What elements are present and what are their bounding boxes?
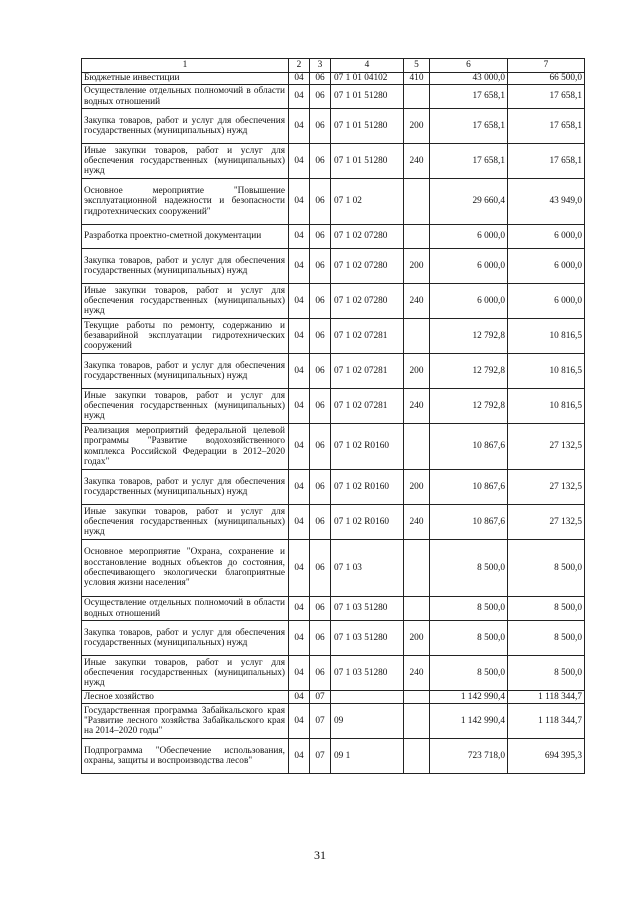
cell-name: Закупка товаров, работ и услуг для обеспечения государственных (муниципальных) нужд — [82, 109, 289, 144]
cell-section: 04 — [289, 225, 310, 249]
cell-name: Осуществление отдельных полномочий в области водных отношений — [82, 85, 289, 109]
cell-name: Иные закупки товаров, работ и услуг для обеспечения государственных (муниципальных) нужд — [82, 389, 289, 424]
cell-amount-year-2: 10 816,5 — [508, 354, 585, 389]
cell-section: 04 — [289, 73, 310, 85]
cell-target-code: 07 1 01 04102 — [331, 73, 404, 85]
cell-amount-year-2: 17 658,1 — [508, 85, 585, 109]
cell-amount-year-1: 723 718,0 — [430, 739, 508, 774]
table-row — [82, 505, 585, 540]
cell-subsection: 06 — [310, 540, 331, 597]
cell-expense-type — [404, 597, 430, 621]
cell-amount-year-2: 1 118 344,7 — [508, 704, 585, 739]
cell-name: Государственная программа Забайкальского края "Развитие лесного хозяйства Забайкальского края на 2014–2020 годы" — [82, 704, 289, 739]
table-row — [82, 597, 585, 621]
cell-section: 04 — [289, 85, 310, 109]
header-col-6: 6 — [430, 59, 508, 73]
cell-section: 04 — [289, 505, 310, 540]
header-col-7: 7 — [508, 59, 585, 73]
table-row — [82, 704, 585, 739]
cell-name: Разработка проектно-сметной документации — [82, 225, 289, 249]
table-row — [82, 225, 585, 249]
table-row — [82, 179, 585, 225]
cell-expense-type: 200 — [404, 621, 430, 656]
cell-target-code: 07 1 01 51280 — [331, 85, 404, 109]
cell-amount-year-2: 10 816,5 — [508, 389, 585, 424]
cell-target-code: 07 1 03 51280 — [331, 621, 404, 656]
cell-amount-year-1: 43 000,0 — [430, 73, 508, 85]
table-row — [82, 85, 585, 109]
cell-amount-year-2: 10 816,5 — [508, 319, 585, 354]
cell-name: Иные закупки товаров, работ и услуг для обеспечения государственных (муниципальных) нужд — [82, 505, 289, 540]
cell-subsection: 06 — [310, 73, 331, 85]
cell-section: 04 — [289, 284, 310, 319]
cell-section: 04 — [289, 540, 310, 597]
cell-name: Текущие работы по ремонту, содержанию и безаварийной эксплуатации гидротехнических сооружений — [82, 319, 289, 354]
cell-name: Лесное хозяйство — [82, 691, 289, 704]
cell-name: Иные закупки товаров, работ и услуг для обеспечения государственных (муниципальных) нужд — [82, 284, 289, 319]
cell-amount-year-2: 27 132,5 — [508, 424, 585, 470]
table-row — [82, 284, 585, 319]
cell-expense-type: 240 — [404, 656, 430, 691]
cell-subsection: 06 — [310, 144, 331, 179]
table-row — [82, 424, 585, 470]
cell-target-code: 07 1 02 07280 — [331, 249, 404, 284]
cell-expense-type: 240 — [404, 284, 430, 319]
cell-amount-year-1: 6 000,0 — [430, 284, 508, 319]
cell-amount-year-2: 6 000,0 — [508, 284, 585, 319]
cell-amount-year-1: 8 500,0 — [430, 597, 508, 621]
cell-name: Реализация мероприятий федеральной целевой программы "Развитие водохозяйственного комплекса Российской Федерации в 2012–2020 годах" — [82, 424, 289, 470]
table-header-row — [82, 59, 585, 73]
cell-subsection: 06 — [310, 424, 331, 470]
cell-amount-year-1: 8 500,0 — [430, 540, 508, 597]
cell-target-code: 07 1 03 51280 — [331, 597, 404, 621]
cell-section: 04 — [289, 691, 310, 704]
cell-section: 04 — [289, 424, 310, 470]
cell-target-code: 07 1 02 R0160 — [331, 424, 404, 470]
cell-amount-year-2: 27 132,5 — [508, 470, 585, 505]
cell-expense-type: 410 — [404, 73, 430, 85]
cell-section: 04 — [289, 739, 310, 774]
cell-amount-year-2: 17 658,1 — [508, 109, 585, 144]
cell-expense-type — [404, 225, 430, 249]
table-row — [82, 739, 585, 774]
cell-amount-year-1: 1 142 990,4 — [430, 704, 508, 739]
cell-subsection: 07 — [310, 704, 331, 739]
cell-amount-year-2: 27 132,5 — [508, 505, 585, 540]
document-page — [81, 58, 584, 774]
cell-target-code: 07 1 02 07281 — [331, 319, 404, 354]
cell-target-code: 09 — [331, 704, 404, 739]
cell-section: 04 — [289, 470, 310, 505]
cell-target-code: 07 1 01 51280 — [331, 144, 404, 179]
cell-amount-year-1: 10 867,6 — [430, 505, 508, 540]
table-body — [82, 73, 585, 774]
cell-amount-year-1: 17 658,1 — [430, 109, 508, 144]
cell-section: 04 — [289, 597, 310, 621]
cell-expense-type — [404, 85, 430, 109]
cell-name: Основное мероприятие "Охрана, сохранение и восстановление водных объектов до состояния, обеспечивающего экологически благоприятные условия жизни населения" — [82, 540, 289, 597]
cell-amount-year-2: 694 395,3 — [508, 739, 585, 774]
cell-amount-year-1: 6 000,0 — [430, 249, 508, 284]
cell-expense-type: 200 — [404, 249, 430, 284]
cell-amount-year-1: 1 142 990,4 — [430, 691, 508, 704]
cell-subsection: 06 — [310, 470, 331, 505]
cell-target-code: 07 1 02 07281 — [331, 389, 404, 424]
budget-table — [81, 58, 585, 774]
cell-subsection: 07 — [310, 739, 331, 774]
cell-section: 04 — [289, 249, 310, 284]
cell-amount-year-2: 8 500,0 — [508, 656, 585, 691]
cell-expense-type — [404, 691, 430, 704]
cell-section: 04 — [289, 319, 310, 354]
table-row — [82, 540, 585, 597]
cell-expense-type: 240 — [404, 144, 430, 179]
cell-amount-year-1: 8 500,0 — [430, 656, 508, 691]
cell-target-code: 07 1 01 51280 — [331, 109, 404, 144]
cell-amount-year-2: 43 949,0 — [508, 179, 585, 225]
cell-subsection: 06 — [310, 656, 331, 691]
cell-name: Основное мероприятие "Повышение эксплуатационной надежности и безопасности гидротехнических сооружений" — [82, 179, 289, 225]
page-number: 31 — [314, 848, 326, 862]
cell-section: 04 — [289, 704, 310, 739]
cell-target-code: 07 1 02 07280 — [331, 284, 404, 319]
cell-amount-year-2: 66 500,0 — [508, 73, 585, 85]
cell-name: Закупка товаров, работ и услуг для обеспечения государственных (муниципальных) нужд — [82, 354, 289, 389]
cell-expense-type: 240 — [404, 505, 430, 540]
table-row — [82, 249, 585, 284]
cell-name: Закупка товаров, работ и услуг для обеспечения государственных (муниципальных) нужд — [82, 470, 289, 505]
cell-subsection: 06 — [310, 109, 331, 144]
cell-expense-type: 200 — [404, 109, 430, 144]
table-row — [82, 470, 585, 505]
table-row — [82, 144, 585, 179]
cell-name: Бюджетные инвестиции — [82, 73, 289, 85]
table-row — [82, 354, 585, 389]
cell-expense-type: 240 — [404, 389, 430, 424]
cell-name: Иные закупки товаров, работ и услуг для обеспечения государственных (муниципальных) нужд — [82, 656, 289, 691]
cell-amount-year-1: 17 658,1 — [430, 85, 508, 109]
cell-name: Подпрограмма "Обеспечение использования, охраны, защиты и воспроизводства лесов" — [82, 739, 289, 774]
cell-subsection: 06 — [310, 597, 331, 621]
header-col-2: 2 — [289, 59, 310, 73]
cell-subsection: 06 — [310, 621, 331, 656]
cell-expense-type — [404, 540, 430, 597]
cell-amount-year-2: 8 500,0 — [508, 540, 585, 597]
cell-amount-year-1: 17 658,1 — [430, 144, 508, 179]
cell-expense-type — [404, 704, 430, 739]
cell-section: 04 — [289, 354, 310, 389]
cell-expense-type — [404, 179, 430, 225]
cell-amount-year-2: 8 500,0 — [508, 597, 585, 621]
cell-target-code: 09 1 — [331, 739, 404, 774]
table-row — [82, 691, 585, 704]
cell-section: 04 — [289, 109, 310, 144]
cell-amount-year-1: 6 000,0 — [430, 225, 508, 249]
cell-amount-year-1: 8 500,0 — [430, 621, 508, 656]
cell-amount-year-2: 8 500,0 — [508, 621, 585, 656]
cell-subsection: 06 — [310, 284, 331, 319]
table-row — [82, 621, 585, 656]
cell-subsection: 06 — [310, 505, 331, 540]
table-row — [82, 656, 585, 691]
cell-subsection: 06 — [310, 354, 331, 389]
cell-target-code: 07 1 02 — [331, 179, 404, 225]
cell-name: Осуществление отдельных полномочий в области водных отношений — [82, 597, 289, 621]
header-col-1: 1 — [82, 59, 289, 73]
cell-expense-type — [404, 319, 430, 354]
cell-subsection: 06 — [310, 179, 331, 225]
header-col-4: 4 — [331, 59, 404, 73]
cell-section: 04 — [289, 656, 310, 691]
cell-expense-type: 200 — [404, 354, 430, 389]
cell-name: Иные закупки товаров, работ и услуг для обеспечения государственных (муниципальных) нужд — [82, 144, 289, 179]
cell-subsection: 06 — [310, 225, 331, 249]
cell-subsection: 06 — [310, 389, 331, 424]
cell-amount-year-2: 1 118 344,7 — [508, 691, 585, 704]
cell-section: 04 — [289, 179, 310, 225]
table-row — [82, 109, 585, 144]
table-row — [82, 73, 585, 85]
cell-expense-type — [404, 739, 430, 774]
cell-expense-type — [404, 424, 430, 470]
cell-target-code — [331, 691, 404, 704]
cell-target-code: 07 1 02 R0160 — [331, 505, 404, 540]
cell-subsection: 07 — [310, 691, 331, 704]
cell-amount-year-1: 12 792,8 — [430, 389, 508, 424]
table-row — [82, 389, 585, 424]
cell-target-code: 07 1 02 R0160 — [331, 470, 404, 505]
cell-subsection: 06 — [310, 85, 331, 109]
cell-amount-year-1: 10 867,6 — [430, 424, 508, 470]
cell-amount-year-1: 29 660,4 — [430, 179, 508, 225]
header-col-5: 5 — [404, 59, 430, 73]
cell-subsection: 06 — [310, 319, 331, 354]
cell-amount-year-2: 17 658,1 — [508, 144, 585, 179]
cell-subsection: 06 — [310, 249, 331, 284]
header-col-3: 3 — [310, 59, 331, 73]
cell-name: Закупка товаров, работ и услуг для обеспечения государственных (муниципальных) нужд — [82, 249, 289, 284]
cell-section: 04 — [289, 621, 310, 656]
cell-amount-year-2: 6 000,0 — [508, 225, 585, 249]
cell-expense-type: 200 — [404, 470, 430, 505]
cell-amount-year-2: 6 000,0 — [508, 249, 585, 284]
cell-amount-year-1: 12 792,8 — [430, 319, 508, 354]
cell-section: 04 — [289, 144, 310, 179]
cell-section: 04 — [289, 389, 310, 424]
cell-target-code: 07 1 03 51280 — [331, 656, 404, 691]
table-row — [82, 319, 585, 354]
cell-amount-year-1: 12 792,8 — [430, 354, 508, 389]
cell-name: Закупка товаров, работ и услуг для обеспечения государственных (муниципальных) нужд — [82, 621, 289, 656]
cell-target-code: 07 1 03 — [331, 540, 404, 597]
cell-amount-year-1: 10 867,6 — [430, 470, 508, 505]
cell-target-code: 07 1 02 07281 — [331, 354, 404, 389]
cell-target-code: 07 1 02 07280 — [331, 225, 404, 249]
